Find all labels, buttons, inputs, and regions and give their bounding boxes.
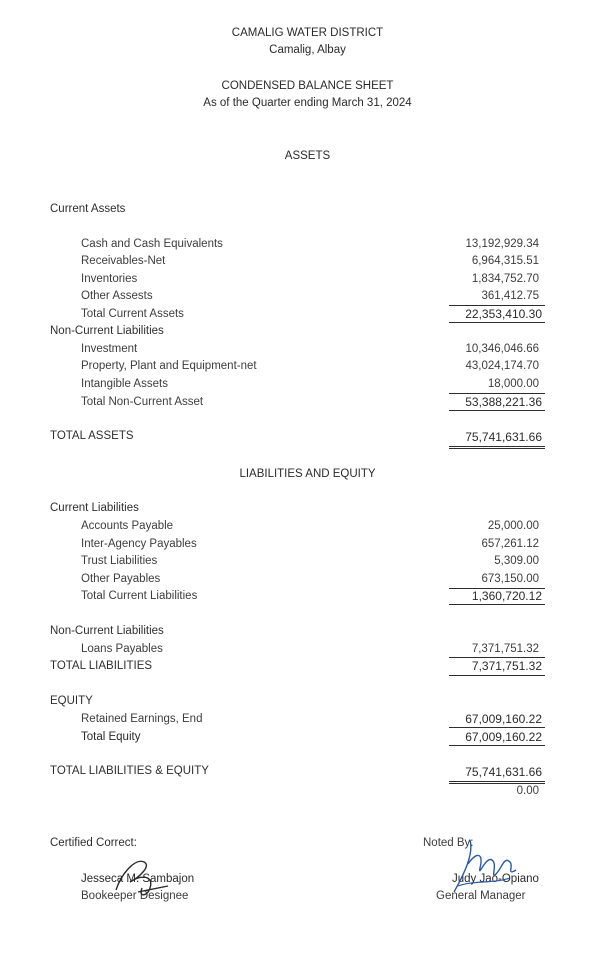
line-item-label: Accounts Payable bbox=[81, 520, 174, 532]
subtotal-underline bbox=[449, 604, 545, 605]
difference-value: 0.00 bbox=[516, 785, 539, 797]
subtotal-value: 22,353,410.30 bbox=[465, 307, 542, 321]
subtotal-label: Total Current Liabilities bbox=[81, 590, 198, 602]
line-item-label: Trust Liabilities bbox=[81, 555, 158, 567]
right-signature bbox=[440, 834, 530, 904]
line-item-value: 7,371,751.32 bbox=[471, 643, 539, 655]
line-item-label: Investment bbox=[81, 343, 138, 355]
right-signatory-title: General Manager bbox=[436, 890, 526, 902]
line-item-value: 361,412.75 bbox=[481, 290, 539, 302]
line-item-label: Other Assests bbox=[81, 290, 153, 302]
assets-heading: ASSETS bbox=[284, 150, 331, 162]
doc-title: CONDENSED BALANCE SHEET bbox=[221, 80, 394, 92]
line-item-label: Receivables-Net bbox=[81, 255, 166, 267]
total-liabilities-equity-label: TOTAL LIABILITIES & EQUITY bbox=[50, 765, 209, 777]
total-liabilities-value: 7,371,751.32 bbox=[471, 659, 542, 673]
org-location: Camalig, Albay bbox=[269, 44, 346, 56]
subtotal-value: 1,360,720.12 bbox=[471, 589, 542, 603]
liabilities-equity-heading: LIABILITIES AND EQUITY bbox=[239, 468, 376, 480]
noncurrent-assets-heading: Non-Current Liabilities bbox=[50, 325, 164, 337]
subtotal-underline bbox=[449, 675, 545, 676]
total-assets-label: TOTAL ASSETS bbox=[50, 430, 134, 442]
line-item-value: 5,309.00 bbox=[494, 555, 539, 567]
line-item-value: 18,000.00 bbox=[487, 378, 539, 390]
subtotal-underline bbox=[449, 745, 545, 746]
total-double-rule bbox=[449, 446, 545, 449]
line-item-value: 13,192,929.34 bbox=[465, 238, 539, 250]
noted-caption: Noted By: bbox=[423, 837, 474, 849]
line-item-label: Inventories bbox=[81, 273, 138, 285]
subtotal-rule bbox=[449, 393, 545, 394]
line-item-value: 10,346,046.66 bbox=[465, 343, 539, 355]
org-name: CAMALIG WATER DISTRICT bbox=[231, 27, 384, 39]
line-item-label: Loans Payables bbox=[81, 643, 163, 655]
line-item-label: Other Payables bbox=[81, 573, 161, 585]
equity-heading: EQUITY bbox=[50, 695, 93, 707]
total-assets-value: 75,741,631.66 bbox=[465, 430, 542, 444]
subtotal-value: 53,388,221.36 bbox=[465, 395, 542, 409]
subtotal-underline bbox=[449, 322, 545, 323]
current-liabilities-heading: Current Liabilities bbox=[50, 502, 139, 514]
current-assets-heading: Current Assets bbox=[50, 203, 126, 215]
left-signatory-title: Bookeeper Designee bbox=[81, 890, 189, 902]
line-item-value: 673,150.00 bbox=[481, 573, 539, 585]
line-item-value: 43,024,174.70 bbox=[465, 360, 539, 372]
line-item-label: Cash and Cash Equivalents bbox=[81, 238, 223, 250]
total-double-rule bbox=[449, 781, 545, 784]
subtotal-label: Total Non-Current Asset bbox=[81, 396, 204, 408]
line-item-value: 67,009,160.22 bbox=[465, 712, 542, 726]
equity-total-label: Total Equity bbox=[81, 731, 141, 743]
noncurrent-liabilities-heading: Non-Current Liabilities bbox=[50, 625, 164, 637]
right-signatory-name: Judy Jao-Opiano bbox=[452, 873, 539, 885]
line-item-value: 6,964,315.51 bbox=[471, 255, 539, 267]
line-item-label: Property, Plant and Equipment-net bbox=[81, 360, 257, 372]
line-item-value: 25,000.00 bbox=[487, 520, 539, 532]
subtotal-underline bbox=[449, 410, 545, 411]
equity-total-value: 67,009,160.22 bbox=[465, 730, 542, 744]
left-signatory-name: Jesseca M. Sambajon bbox=[81, 873, 195, 885]
line-item-label: Intangible Assets bbox=[81, 378, 168, 390]
subtotal-rule bbox=[449, 305, 545, 306]
line-item-label: Inter-Agency Payables bbox=[81, 538, 197, 550]
total-liabilities-label: TOTAL LIABILITIES bbox=[50, 660, 153, 672]
doc-period: As of the Quarter ending March 31, 2024 bbox=[203, 97, 412, 109]
line-item-value: 657,261.12 bbox=[481, 538, 539, 550]
certified-caption: Certified Correct: bbox=[50, 837, 137, 849]
subtotal-label: Total Current Assets bbox=[81, 308, 184, 320]
total-liabilities-equity-value: 75,741,631.66 bbox=[465, 765, 542, 779]
line-item-value: 1,834,752.70 bbox=[471, 273, 539, 285]
line-item-label: Retained Earnings, End bbox=[81, 713, 203, 725]
left-signature bbox=[108, 852, 178, 902]
subtotal-rule bbox=[449, 727, 545, 728]
subtotal-rule bbox=[449, 657, 545, 658]
